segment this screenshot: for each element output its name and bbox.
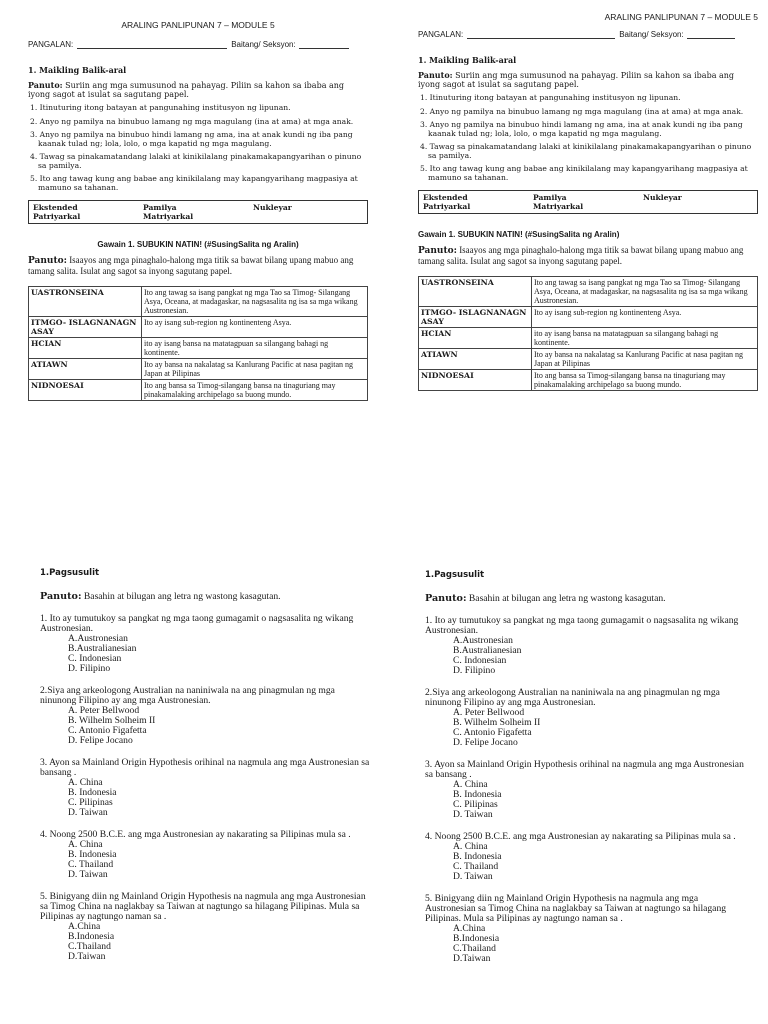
quiz-question: 2.Siya ang arkeologong Australian na naniniwala na ang pinagmulan ng mga ninunong Filipino ay ang mga Austronesian. [425, 687, 720, 708]
quiz-option[interactable]: B. Wilhelm Solheim II [453, 717, 541, 728]
module-title: ARALING PANLIPUNAN 7 – MODULE 5 [604, 12, 758, 22]
review-title: 1. Maikling Balik-aral [28, 65, 127, 75]
gawain-instruction: Panuto: Isaayos ang mga pinaghalo-halong mga titik sa bawat bilang upang mabuo ang tamang salita. Isulat ang sagot sa inyong sagutang papel. [28, 255, 354, 276]
review-instruction: Panuto: Suriin ang mga sumusunod na pahayag. Piliin sa kahon sa ibaba ang iyong sagot at isulat sa sagutang papel. [28, 80, 345, 99]
choice: Nukleyar [643, 193, 682, 202]
scrambled-word: ITMGO- ISLAGNANAGN ASAY [419, 307, 532, 328]
quiz-option[interactable]: D. Felipe Jocano [68, 735, 133, 746]
scrambled-word: NIDNOESAI [419, 370, 532, 391]
worksheet-right [418, 0, 758, 391]
quiz-option[interactable]: A.Austronesian [453, 635, 513, 646]
word-clue: ito ay isang bansa na matatagpuan sa silangang bahagi ng kontinente. [142, 338, 368, 359]
table-row [29, 287, 368, 317]
vocab-table [28, 286, 368, 401]
table-row [419, 349, 758, 370]
quiz-option[interactable]: C. Thailand [68, 859, 114, 870]
scrambled-word: HCIAN [419, 328, 532, 349]
quiz-option[interactable]: C. Indonesian [453, 655, 507, 666]
table-row [419, 307, 758, 328]
scrambled-word: HCIAN [29, 338, 142, 359]
quiz-question: 1. Ito ay tumutukoy sa pangkat ng mga taong gumagamit o nagsasalita ng wikang Austronesian. [40, 613, 354, 634]
quiz-option[interactable]: B. Indonesia [68, 849, 117, 860]
section-line [687, 30, 735, 39]
quiz-option[interactable]: A. China [453, 779, 488, 790]
quiz-option[interactable]: C. Pilipinas [68, 797, 113, 808]
choice: Pamilya [143, 203, 177, 212]
quiz-option[interactable]: A. China [68, 839, 103, 850]
gawain-instruction: Panuto: Isaayos ang mga pinaghalo-halong mga titik sa bawat bilang upang mabuo ang tamang salita. Isulat ang sagot sa inyong sagutang papel. [418, 245, 744, 266]
word-clue: Ito ang tawag sa isang pangkat ng mga Tao sa Timog- Silangang Asya, Oceana, at madagaskar, na nagsasalita ng isa sa mga wikang Austronesian. [142, 287, 368, 317]
quiz-option[interactable]: C.Thailand [453, 943, 496, 954]
section-label: Baitang/ Seksyon: [231, 40, 296, 49]
quiz-option[interactable]: A. Peter Bellwood [453, 707, 525, 718]
quiz-option[interactable]: D.Taiwan [68, 951, 106, 962]
quiz-option[interactable]: C.Thailand [68, 941, 111, 952]
vocab-table [418, 276, 758, 391]
quiz-option[interactable]: D. Filipino [68, 663, 111, 674]
table-row [29, 359, 368, 380]
choice: Matriyarkal [533, 202, 584, 211]
quiz-option[interactable]: C. Antonio Figafetta [68, 725, 147, 736]
quiz-title: 1.Pagsusulit [425, 570, 485, 580]
table-row [419, 277, 758, 307]
review-item: 2. Anyo ng pamilya na binubuo lamang ng mga magulang (ina at ama) at mga anak. [30, 116, 354, 126]
word-clue: Ito ang bansa sa Timog-silangang bansa na tinaguriang may pinakamalaking archipelago sa buong mundo. [142, 380, 368, 401]
quiz-option[interactable]: A.China [453, 923, 486, 934]
choice: Nukleyar [253, 203, 292, 212]
scrambled-word: ATIAWN [29, 359, 142, 380]
choices-box [28, 200, 368, 224]
quiz-question: 3. Ayon sa Mainland Origin Hypothesis orihinal na nagmula ang mga Austronesian sa bansang . [425, 759, 744, 780]
name-row [418, 30, 758, 39]
quiz-question: 2.Siya ang arkeologong Australian na naniniwala na ang pinagmulan ng mga ninunong Filipino ay ang mga Austronesian. [40, 685, 335, 706]
scrambled-word: UASTRONSEINA [419, 277, 532, 307]
quiz-option[interactable]: C. Indonesian [68, 653, 122, 664]
quiz-right [425, 570, 745, 964]
quiz-question: 5. Binigyang diin ng Mainland Origin Hypothesis na nagmula ang mga Austronesian sa Timog China na naglakbay sa Taiwan at nagtungo sa hilagang Pilipinas. Mula sa Pilipinas ay nagtungo naman sa . [425, 893, 727, 924]
quiz-option[interactable]: A.Austronesian [68, 633, 128, 644]
review-item: 2. Anyo ng pamilya na binubuo lamang ng mga magulang (ina at ama) at mga anak. [420, 106, 744, 116]
word-clue: Ito ay isang sub-region ng kontinenteng Asya. [142, 317, 368, 338]
word-clue: Ito ang tawag sa isang pangkat ng mga Tao sa Timog- Silangang Asya, Oceana, at madagaskar, na nagsasalita ng isa sa mga wikang Austronesian. [532, 277, 758, 307]
quiz-option[interactable]: D. Taiwan [453, 871, 493, 882]
quiz-question: 5. Binigyang diin ng Mainland Origin Hypothesis na nagmula ang mga Austronesian sa Timog China na naglakbay sa Taiwan at nagtungo sa hilagang Pilipinas. Mula sa Pilipinas ay nagtungo naman sa . [40, 891, 366, 922]
quiz-instruction: Panuto: Basahin at bilugan ang letra ng wastong kasagutan. [425, 593, 666, 604]
quiz-option[interactable]: B. Indonesia [453, 789, 502, 800]
quiz-option[interactable]: D.Taiwan [453, 953, 491, 964]
quiz-option[interactable]: A.China [68, 921, 101, 932]
quiz-option[interactable]: D. Taiwan [453, 809, 493, 820]
quiz-option[interactable]: B. Indonesia [453, 851, 502, 862]
choice: Pamilya [533, 193, 567, 202]
quiz-option[interactable]: C. Thailand [453, 861, 499, 872]
quiz-question: 4. Noong 2500 B.C.E. ang mga Austronesian ay nakarating sa Pilipinas mula sa . [40, 829, 351, 840]
scrambled-word: ITMGO- ISLAGNANAGN ASAY [29, 317, 142, 338]
quiz-instruction: Panuto: Basahin at bilugan ang letra ng wastong kasagutan. [40, 591, 281, 602]
quiz-option[interactable]: B.Australianesian [68, 643, 137, 654]
name-line [467, 30, 615, 39]
table-row [29, 317, 368, 338]
choice: Ekstended [33, 203, 78, 212]
choice: Matriyarkal [143, 212, 194, 221]
module-title: ARALING PANLIPUNAN 7 – MODULE 5 [121, 20, 275, 30]
choices-box [418, 190, 758, 214]
quiz-question: 4. Noong 2500 B.C.E. ang mga Austronesian ay nakarating sa Pilipinas mula sa . [425, 831, 736, 842]
quiz-question: 3. Ayon sa Mainland Origin Hypothesis orihinal na nagmula ang mga Austronesian sa bansang . [40, 757, 370, 778]
table-row [29, 380, 368, 401]
quiz-question: 1. Ito ay tumutukoy sa pangkat ng mga taong gumagamit o nagsasalita ng wikang Austronesian. [425, 615, 739, 636]
quiz-left [40, 568, 370, 962]
review-item: 3. Anyo ng pamilya na binubuo hindi lamang ng ama, ina at anak kundi ng iba pang kaanak tulad ng; lola, lolo, o mga kapatid ng mga magulang. [420, 120, 743, 138]
quiz-title: 1.Pagsusulit [40, 568, 100, 578]
word-clue: Ito ay bansa na nakalatag sa Kanlurang Pacific at nasa pagitan ng Japan at Pilipinas [142, 359, 368, 380]
quiz-option[interactable]: D. Filipino [453, 665, 496, 676]
quiz-option[interactable]: D. Taiwan [68, 807, 108, 818]
choice [253, 212, 363, 221]
quiz-option[interactable]: B. Indonesia [68, 787, 117, 798]
quiz-option[interactable]: D. Taiwan [68, 869, 108, 880]
word-clue: ito ay isang bansa na matatagpuan sa silangang bahagi ng kontinente. [532, 328, 758, 349]
quiz-option[interactable]: B.Australianesian [453, 645, 522, 656]
review-instruction: Panuto: Suriin ang mga sumusunod na pahayag. Piliin sa kahon sa ibaba ang iyong sagot at isulat sa sagutang papel. [418, 70, 735, 89]
quiz-option[interactable]: C. Antonio Figafetta [453, 727, 532, 738]
name-row [28, 40, 368, 49]
review-item: 5. Ito ang tawag kung ang babae ang kinikilalang may kapangyarihang magpasiya at mamuno sa tahanan. [420, 164, 748, 182]
quiz-option[interactable]: A. China [68, 777, 103, 788]
scrambled-word: UASTRONSEINA [29, 287, 142, 317]
gawain-title: Gawain 1. SUBUKIN NATIN! (#SusingSalita ng Aralin) [418, 230, 620, 239]
quiz-option[interactable]: B.Indonesia [453, 933, 500, 944]
section-line [299, 40, 349, 49]
scrambled-word: ATIAWN [419, 349, 532, 370]
name-label: PANGALAN: [28, 40, 74, 49]
table-row [29, 338, 368, 359]
review-item: 1. Itinuturing itong batayan at pangunahing institusyon ng lipunan. [420, 93, 681, 102]
word-clue: Ito ang bansa sa Timog-silangang bansa na tinaguriang may pinakamalaking archipelago sa buong mundo. [532, 370, 758, 391]
quiz-option[interactable]: B.Indonesia [68, 931, 115, 942]
quiz-option[interactable]: D. Felipe Jocano [453, 737, 518, 748]
review-item: 3. Anyo ng pamilya na binubuo hindi lamang ng ama, ina at anak kundi ng iba pang kaanak tulad ng; lola, lolo, o mga kapatid ng mga magulang. [30, 130, 353, 148]
choice [643, 202, 753, 211]
scrambled-word: NIDNOESAI [29, 380, 142, 401]
word-clue: Ito ay isang sub-region ng kontinenteng Asya. [532, 307, 758, 328]
choice: Patriyarkal [423, 202, 471, 211]
word-clue: Ito ay bansa na nakalatag sa Kanlurang Pacific at nasa pagitan ng Japan at Pilipinas [532, 349, 758, 370]
gawain-title: Gawain 1. SUBUKIN NATIN! (#SusingSalita ng Aralin) [97, 240, 299, 249]
choice: Patriyarkal [33, 212, 81, 221]
review-item: 5. Ito ang tawag kung ang babae ang kinikilalang may kapangyarihang magpasiya at mamuno sa tahanan. [30, 174, 358, 192]
name-line [77, 40, 227, 49]
table-row [419, 370, 758, 391]
quiz-option[interactable]: A. Peter Bellwood [68, 705, 140, 716]
review-title: 1. Maikling Balik-aral [418, 55, 517, 65]
quiz-option[interactable]: B. Wilhelm Solheim II [68, 715, 156, 726]
name-label: PANGALAN: [418, 30, 464, 39]
choice: Ekstended [423, 193, 468, 202]
review-item: 4. Tawag sa pinakamatandang lalaki at kinikilalang pinakamakapangyarihan o pinuno sa pamilya. [420, 142, 752, 160]
review-item: 1. Itinuturing itong batayan at pangunahing institusyon ng lipunan. [30, 103, 291, 112]
table-row [419, 328, 758, 349]
worksheet-left [28, 0, 368, 401]
quiz-option[interactable]: A. China [453, 841, 488, 852]
quiz-option[interactable]: C. Pilipinas [453, 799, 498, 810]
section-label: Baitang/ Seksyon: [619, 30, 684, 39]
review-item: 4. Tawag sa pinakamatandang lalaki at kinikilalang pinakamakapangyarihan o pinuno sa pamilya. [30, 152, 362, 170]
